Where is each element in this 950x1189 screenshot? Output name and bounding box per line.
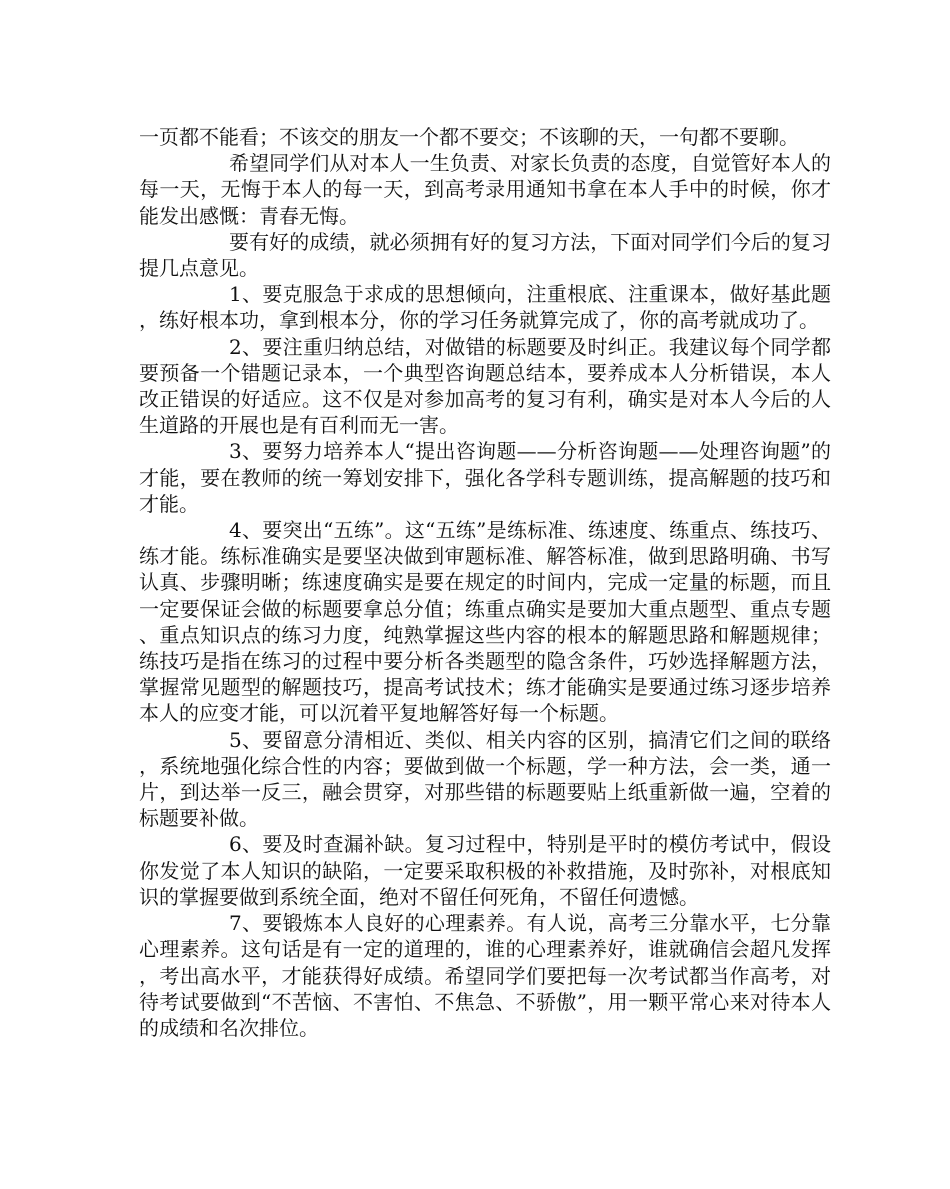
paragraph-advice-4: 4、要突出“五练”。这“五练”是练标准、练速度、练重点、练技巧、练才能。练标准确实是要坚决做到审题标准、解答标准，做到思路明确、书写认真、步骤明晰；练速度确实是要在规定的时间内，完成一定量的标题，而且一定要保证会做的标题要拿总分值；练重点确实是要加大重点题型、重点专题、重点知识点的练习力度，纯熟掌握这些内容的根本的解题思路和解题规律；练技巧是指在练习的过程中要分析各类题型的隐含条件，巧妙选择解题方法，掌握常见题型的解题技巧，提高考试技术；练才能确实是要通过练习逐步培养本人的应变才能，可以沉着平复地解答好每一个标题。 — [139, 518, 831, 726]
paragraph-continuation: 一页都不能看；不该交的朋友一个都不要交；不该聊的天，一句都不要聊。 — [139, 125, 799, 149]
paragraph-advice-1: 1、要克服急于求成的思想倾向，注重根底、注重课本，做好基此题，练好根本功，拿到根本分，你的学习任务就算完成了，你的高考就成功了。 — [139, 282, 831, 333]
paragraph-intro-advice: 要有好的成绩，就必须拥有好的复习方法，下面对同学们今后的复习提几点意见。 — [139, 229, 831, 281]
paragraph-advice-5: 5、要留意分清相近、类似、相关内容的区别，搞清它们之间的联络，系统地强化综合性的内容；要做到做一个标题，学一种方法，会一类，通一片，到达举一反三，融会贯穿，对那些错的标题要贴上纸重新做一遍，空着的标题要补做。 — [139, 727, 831, 831]
paragraph-advice-3: 3、要努力培养本人“提出咨询题——分析咨询题——处理咨询题”的才能，要在教师的统一筹划安排下，强化各学科专题训练，提高解题的技巧和才能。 — [139, 439, 831, 516]
paragraph-advice-6: 6、要及时查漏补缺。复习过程中，特别是平时的模仿考试中，假设你发觉了本人知识的缺陷，一定要采取积极的补救措施，及时弥补，对根底知识的掌握要做到系统全面，绝对不留任何死角，不留任何遗憾。 — [139, 832, 831, 909]
paragraph-advice-7: 7、要锻炼本人良好的心理素养。有人说，高考三分靠水平，七分靠心理素养。这句话是有一定的道理的，谁的心理素养好，谁就确信会超凡发挥，考出高水平，才能获得好成绩。希望同学们要把每一次考试都当作高考，对待考试要做到“不苦恼、不害怕、不焦急、不骄傲”，用一颗平常心来对待本人的成绩和名次排位。 — [139, 911, 831, 1040]
paragraph-advice-2: 2、要注重归纳总结，对做错的标题要及时纠正。我建议每个同学都要预备一个错题记录本，一个典型咨询题总结本，要养成本人分析错误，本人改正错误的好适应。这不仅是对参加高考的复习有利，确实是对本人今后的人生道路的开展也是有百利而无一害。 — [139, 334, 831, 438]
paragraph-encouragement: 希望同学们从对本人一生负责、对家长负责的态度，自觉管好本人的每一天，无悔于本人的每一天，到高考录用通知书拿在本人手中的时候，你才能发出感慨：青春无悔。 — [139, 151, 831, 228]
document-body — [139, 124, 831, 1041]
